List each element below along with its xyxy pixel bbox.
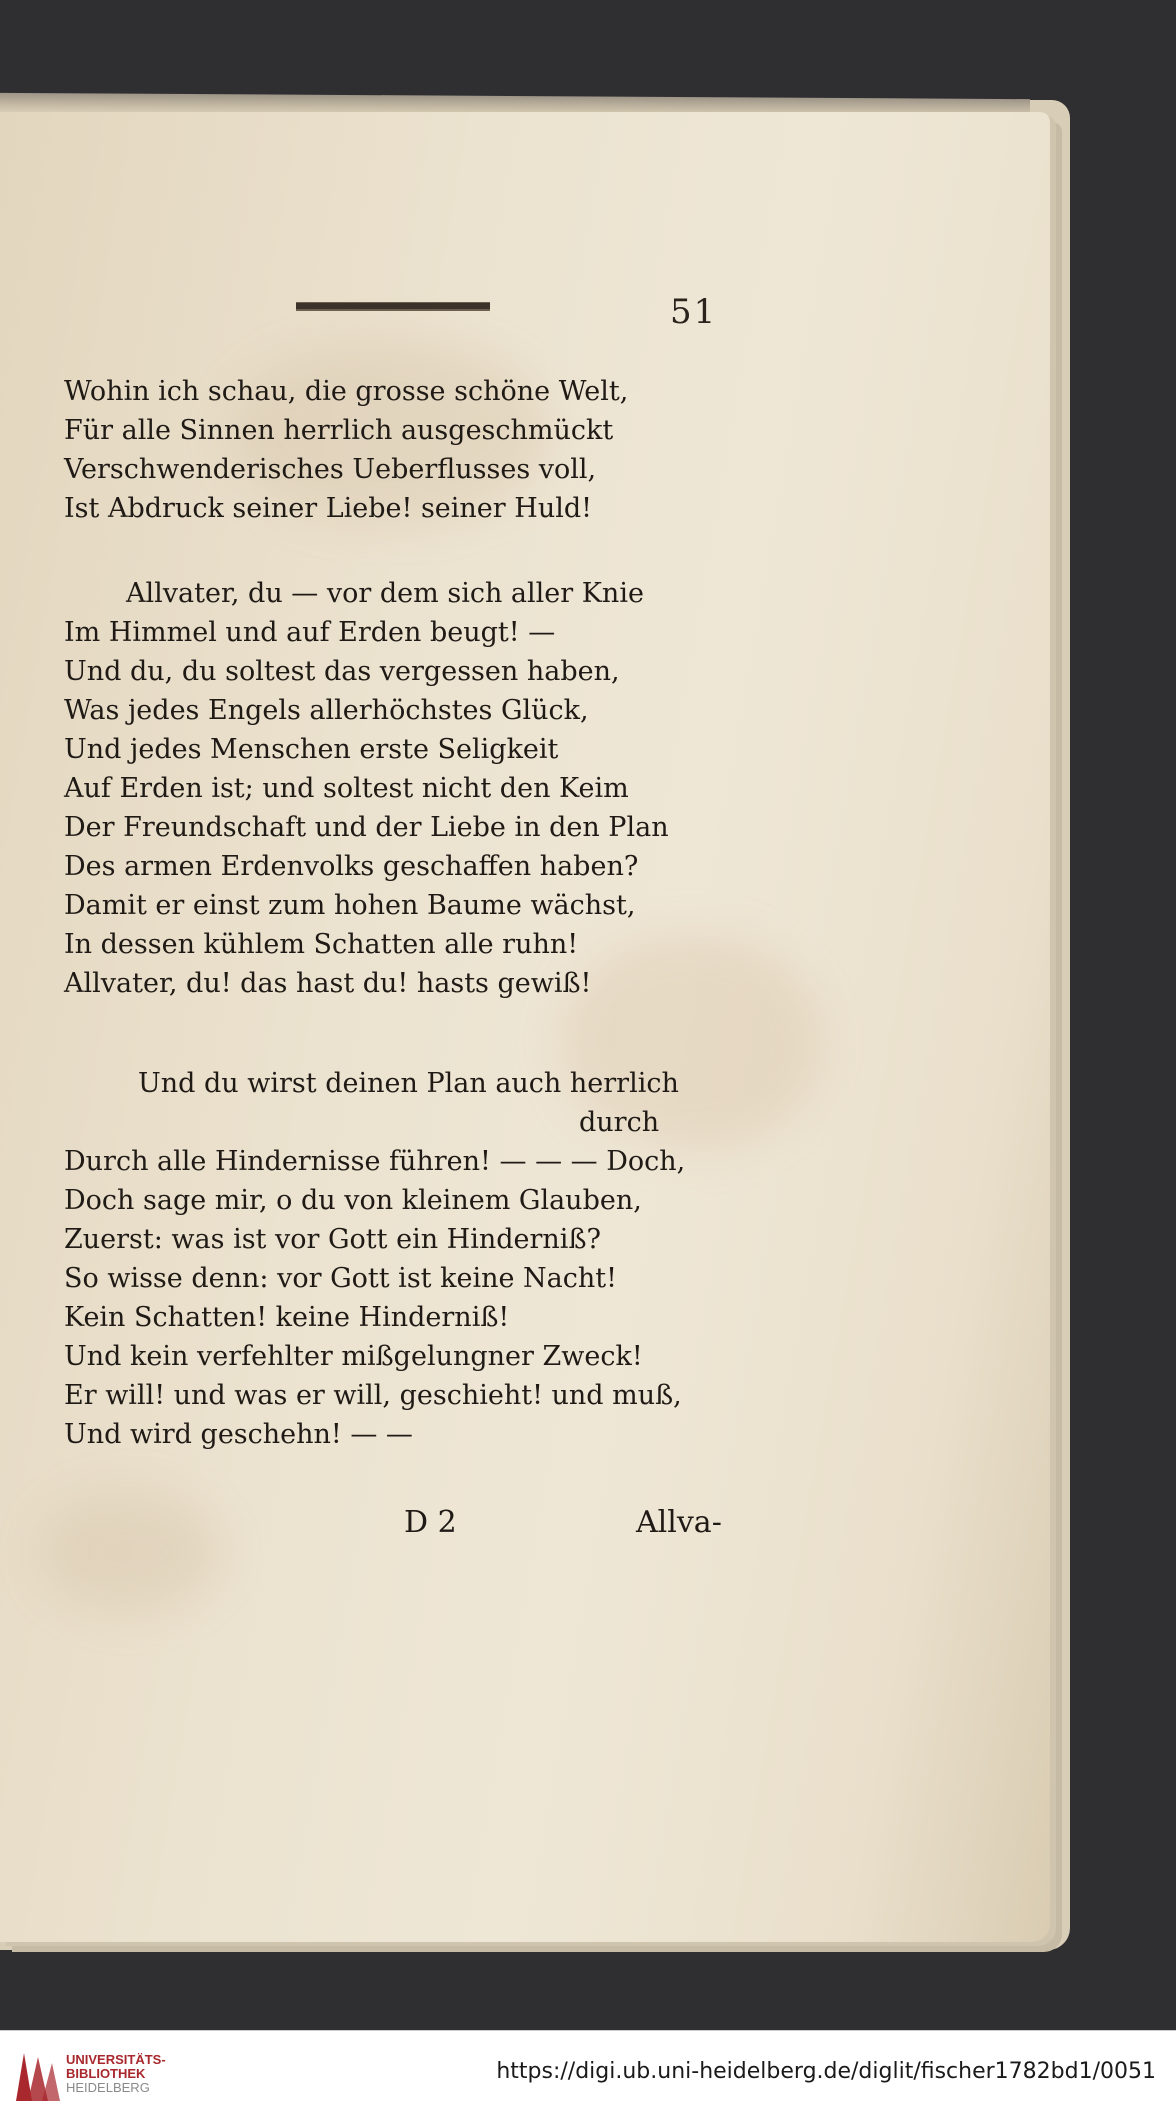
signature-mark: D 2 <box>404 1505 457 1540</box>
library-name-line: HEIDELBERG <box>66 2080 150 2095</box>
header-rule <box>296 302 490 311</box>
verse-line: Im Himmel und auf Erden beugt! — <box>64 617 556 648</box>
library-name <box>66 2053 166 2095</box>
verse-line: Durch alle Hindernisse führen! — — — Doch, <box>64 1146 686 1177</box>
verse-line: Und du, du soltest das vergessen haben, <box>64 656 620 687</box>
verse-line: Allvater, du! das hast du! hasts gewiß! <box>64 968 592 999</box>
verse-line: Auf Erden ist; und soltest nicht den Keim <box>64 773 629 804</box>
permalink-url[interactable]: https://digi.ub.uni-heidelberg.de/diglit/fischer1782bd1/0051 <box>496 2059 1156 2084</box>
verse-line: Und kein verfehlter mißgelungner Zweck! <box>64 1341 643 1372</box>
verse-line: So wisse denn: vor Gott ist keine Nacht! <box>64 1263 617 1294</box>
stanza-3 <box>64 1064 764 1454</box>
viewer-footer <box>0 2030 1176 2117</box>
stanza-1 <box>64 372 764 528</box>
verse-line-continuation: durch <box>579 1107 660 1138</box>
verse-line: Doch sage mir, o du von kleinem Glauben, <box>64 1185 642 1216</box>
verse-line: Der Freundschaft und der Liebe in den Plan <box>64 812 669 843</box>
verse-line: Und du wirst deinen Plan auch herrlich <box>138 1068 679 1099</box>
verse-line: Er will! und was er will, geschieht! und muß, <box>64 1380 682 1411</box>
verse-line: In dessen kühlem Schatten alle ruhn! <box>64 929 579 960</box>
verse-line: Allvater, du — vor dem sich aller Knie <box>126 578 644 609</box>
stanza-2 <box>64 574 764 1003</box>
library-name-line: BIBLIOTHEK <box>66 2066 146 2081</box>
paper-stain <box>40 1492 220 1612</box>
verse-line: Für alle Sinnen herrlich ausgeschmückt <box>64 415 614 446</box>
verse-line: Was jedes Engels allerhöchstes Glück, <box>64 695 589 726</box>
verse-line: Und jedes Menschen erste Seligkeit <box>64 734 559 765</box>
verse-line: Ist Abdruck seiner Liebe! seiner Huld! <box>64 493 592 524</box>
verse-line: Zuerst: was ist vor Gott ein Hinderniß? <box>64 1224 601 1255</box>
catchword: Allva- <box>636 1505 722 1540</box>
verse-line: Und wird geschehn! — — <box>64 1419 413 1450</box>
library-name-line: UNIVERSITÄTS- <box>66 2052 166 2067</box>
verse-line: Des armen Erdenvolks geschaffen haben? <box>64 851 639 882</box>
verse-line: Damit er einst zum hohen Baume wächst, <box>64 890 636 921</box>
library-logo-icon <box>12 2047 62 2105</box>
verse-line: Wohin ich schau, die grosse schöne Welt, <box>64 376 629 407</box>
verse-line: Verschwenderisches Ueberflusses voll, <box>64 454 597 485</box>
verse-line: Kein Schatten! keine Hinderniß! <box>64 1302 510 1333</box>
page-number: 51 <box>670 292 718 332</box>
